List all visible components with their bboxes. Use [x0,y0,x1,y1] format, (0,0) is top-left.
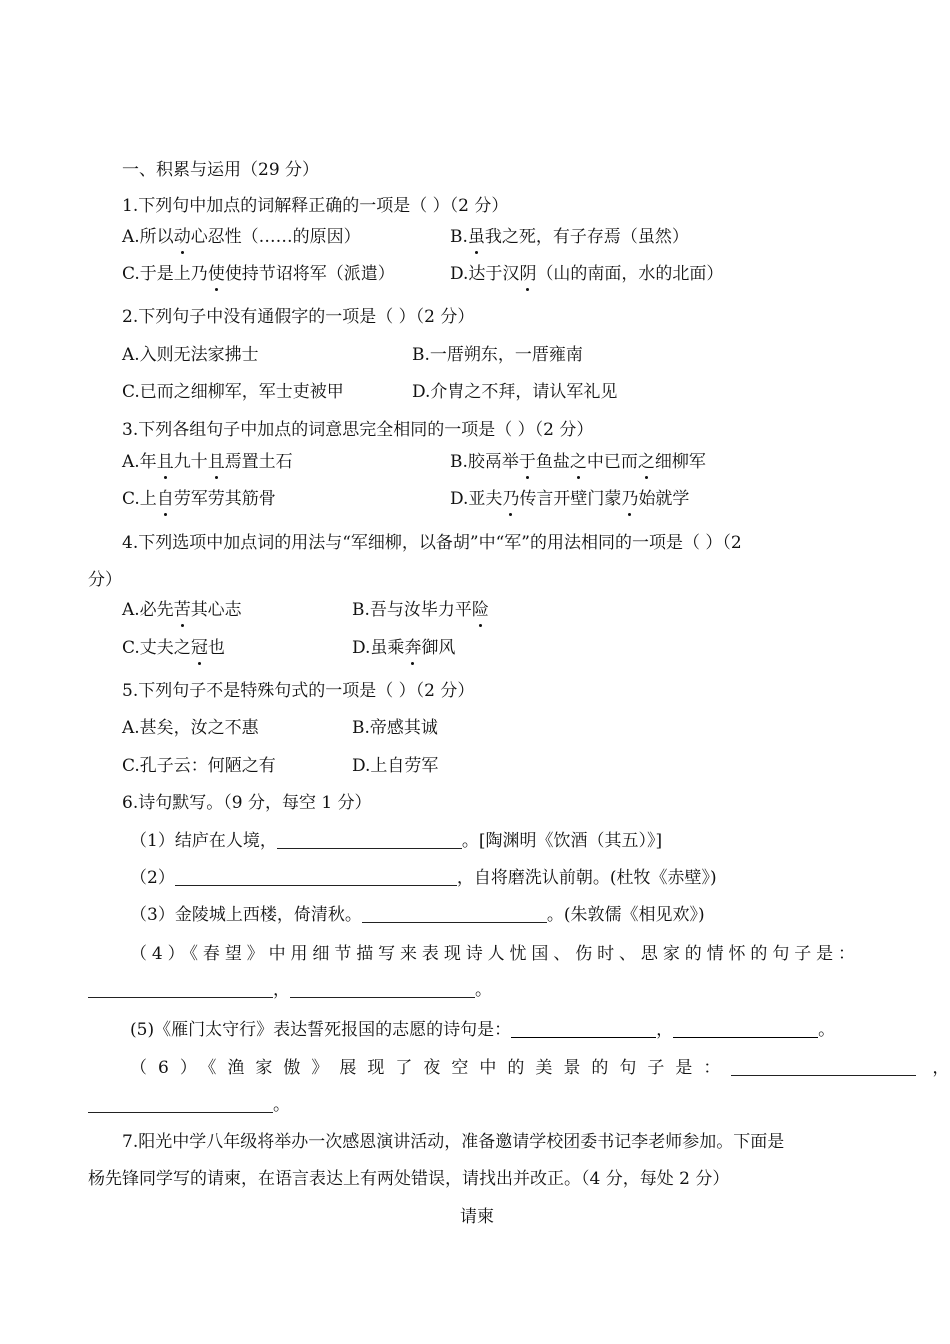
q3-option-c [122,487,276,511]
q4-option-b [352,598,489,622]
dotted-word: 苦 [173,600,191,620]
question-7-stem-cont: 杨先锋同学写的请柬，在语言表达上有两处错误，请找出并改正。（4 分，每处 2 分） [88,1169,730,1189]
item-text: (5)《雁门太守行》表达誓死报国的志愿的诗句是： [130,1020,512,1040]
item-text: ， [656,1020,674,1040]
option-text: （山的南面，水的北面） [536,264,724,284]
answer-blank[interactable] [673,1019,818,1038]
answer-blank[interactable] [277,830,462,849]
q5-option-b: B.帝感其诚 [352,718,438,738]
item-text: （2） [130,868,175,888]
q1-option-b [450,225,689,249]
q2-option-a: A.入则无法家拂士 [122,345,259,365]
answer-blank[interactable] [731,1057,916,1076]
option-text: 九十 [173,452,208,472]
option-text: 鱼盐 [535,452,570,472]
question-2-stem: 2.下列句子中没有通假字的一项是（ ）（2 分） [122,307,475,327]
q4-option-d [352,636,455,660]
dotted-word: 之 [569,452,587,472]
option-text: 使持节诏将军（派遣） [224,264,395,284]
answer-blank[interactable] [511,1019,656,1038]
dotted-word: 乃 [502,489,520,509]
option-text: B. [450,227,468,247]
q2-option-d: D.介胄之不拜，请认军礼见 [412,382,618,402]
option-text: 其心志 [190,600,242,620]
dotted-word: 动 [173,227,191,247]
question-3-stem: 3.下列各组句子中加点的词意思完全相同的一项是（ ）（2 分） [122,420,594,440]
q5-option-c: C.孔子云：何陋之有 [122,756,276,776]
section-title: 一、积累与运用（29 分） [122,160,320,180]
question-7-stem: 7.阳光中学八年级将举办一次感恩演讲活动，准备邀请学校团委书记李老师参加。下面是 [122,1132,785,1152]
dotted-word: 之 [637,452,655,472]
q2-option-b: B.一厝朔东，一厝雍南 [412,345,583,365]
answer-blank[interactable] [290,979,475,998]
option-text: D.达于汉 [450,264,520,284]
item-text: 。[陶渊明《饮酒（其五）》] [461,831,663,851]
item-text: （6）《渔家傲》展现了夜空中的美景的句子是： [130,1058,732,1078]
q3-option-b [450,450,706,474]
dotted-word: 奔 [404,638,422,658]
question-4-stem: 4.下列选项中加点词的用法与“军细柳，以备胡”中“军”的用法相同的一项是（ ）（2 [122,533,742,553]
item-text: ， [932,1058,950,1078]
option-text: 细柳军 [654,452,706,472]
option-text: 中已而 [586,452,638,472]
option-text: A.所以 [122,227,174,247]
q6-item-4-answers [88,978,492,1002]
q1-option-a [122,225,361,249]
option-text: D.亚夫 [450,489,503,509]
dotted-word: 阴 [519,264,537,284]
option-text: 心忍性（……的原因） [190,227,361,247]
dotted-word: 自 [156,489,174,509]
dotted-word: 乃 [621,489,639,509]
dotted-word: 且 [156,452,174,472]
answer-blank[interactable] [88,979,273,998]
q6-item-6-answers [88,1093,290,1117]
answer-blank[interactable] [175,867,457,886]
q6-item-5 [130,1018,835,1042]
option-text: B.胶鬲举 [450,452,519,472]
item-text: ， [273,980,290,1000]
question-6-stem: 6.诗句默写。（9 分，每空 1 分） [122,793,372,813]
option-text: C.上 [122,489,157,509]
item-text: 。 [818,1020,836,1040]
dotted-word: 使 [207,264,225,284]
dotted-word: 且 [207,452,225,472]
dotted-word: 虽 [467,227,485,247]
question-5-stem: 5.下列句子不是特殊句式的一项是（ ）（2 分） [122,681,475,701]
option-text: A.年 [122,452,157,472]
dotted-word: 于 [518,452,536,472]
q3-option-a [122,450,293,474]
answer-blank[interactable] [88,1094,273,1113]
option-text: 也 [207,638,225,658]
option-text: 始就学 [638,489,690,509]
q4-option-a [122,598,242,622]
option-text: 我之死，有子存焉（虽然） [484,227,689,247]
q2-option-c: C.已而之细柳军，军士吏被甲 [122,382,344,402]
q4-option-c [122,636,225,660]
option-text: D.虽乘 [352,638,405,658]
q5-option-d: D.上自劳军 [352,756,439,776]
option-text: C.丈夫之 [122,638,191,658]
q6-item-6 [130,1056,949,1080]
item-text: 。 [475,980,492,1000]
option-text: 焉置土石 [224,452,293,472]
option-text: B.吾与汝毕力平 [352,600,472,620]
option-text: 劳军劳其筋骨 [173,489,276,509]
item-text: （1）结庐在人境， [130,831,277,851]
q6-item-3 [130,903,705,927]
q1-option-c [122,262,395,286]
q5-option-a: A.甚矣，汝之不惠 [122,718,259,738]
q1-option-d [450,262,723,286]
dotted-word: 冠 [190,638,208,658]
option-text: 御风 [421,638,456,658]
item-text: ，自将磨洗认前朝。(杜牧《赤壁》) [456,868,717,888]
q6-item-2 [130,866,717,890]
invitation-title: 请柬 [460,1207,494,1227]
q3-option-d [450,487,689,511]
question-1-stem: 1.下列句中加点的词解释正确的一项是（ ）（2 分） [122,196,509,216]
option-text: C.于是上乃 [122,264,208,284]
question-4-stem-cont: 分） [88,570,122,590]
answer-blank[interactable] [362,904,547,923]
option-text: 传言开壁门蒙 [519,489,622,509]
q6-item-4: （4）《春望》中用细节描写来表现诗人忧国、伤时、思家的情怀的句子是： [130,944,860,964]
q6-item-1 [130,829,662,853]
item-text: 。 [273,1095,290,1115]
item-text: （3）金陵城上西楼，倚清秋。 [130,905,362,925]
option-text: A.必先 [122,600,174,620]
dotted-word: 险 [471,600,489,620]
item-text: 。(朱敦儒《相见欢》) [546,905,705,925]
